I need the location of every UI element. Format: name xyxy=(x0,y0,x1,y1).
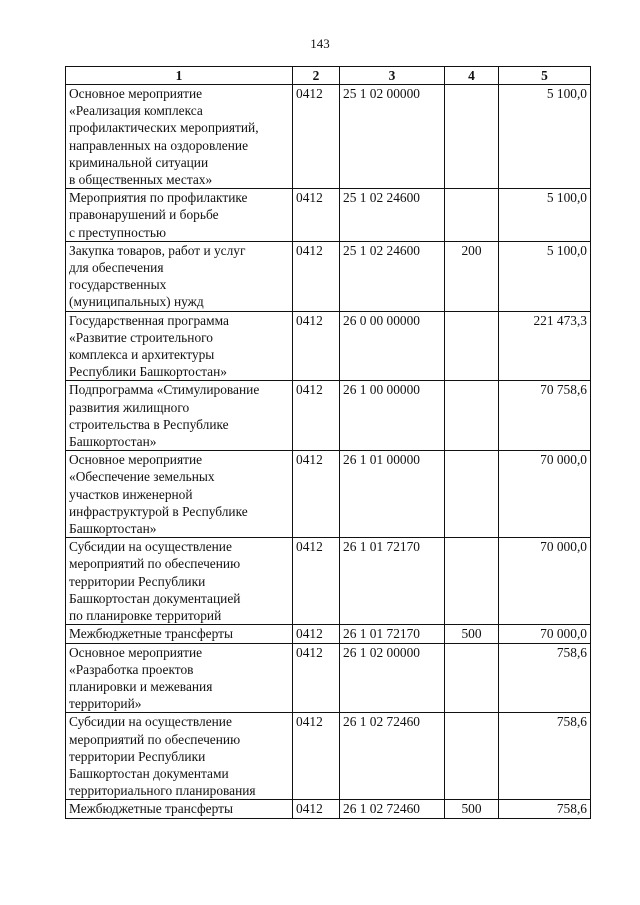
expense-name-cell xyxy=(66,311,293,381)
expense-type-cell xyxy=(445,311,499,381)
expense-name-line: Башкортостан» xyxy=(69,434,157,450)
expense-name-line: Закупка товаров, работ и услуг xyxy=(69,242,246,258)
expense-name-line: территорий» xyxy=(69,696,142,712)
amount-cell: 5 100,0 xyxy=(499,189,591,242)
expense-name-line: территориального планирования xyxy=(69,783,256,799)
expense-name-cell xyxy=(66,381,293,451)
section-code-cell: 0412 xyxy=(293,643,340,713)
expense-name-line: мероприятий по обеспечению xyxy=(69,556,241,572)
section-code-cell: 0412 xyxy=(293,800,340,818)
expense-name-line: государственных xyxy=(69,277,167,293)
table-row xyxy=(66,538,591,625)
page-number: 143 xyxy=(310,36,330,51)
expense-name-cell xyxy=(66,643,293,713)
target-article-cell: 25 1 02 24600 xyxy=(340,189,445,242)
expense-type-cell: 200 xyxy=(445,241,499,311)
expense-name-line: «Обеспечение земельных xyxy=(69,469,215,485)
expense-name-cell xyxy=(66,189,293,242)
expense-name-line: Межбюджетные трансферты xyxy=(69,801,233,817)
expense-name-cell xyxy=(66,241,293,311)
target-article-cell: 26 1 02 72460 xyxy=(340,713,445,800)
expense-name-line: по планировке территорий xyxy=(69,608,222,624)
expense-name-line: Башкортостан» xyxy=(69,521,157,537)
expense-name-line: комплекса и архитектуры xyxy=(69,347,215,363)
expense-type-cell xyxy=(445,451,499,538)
amount-cell: 758,6 xyxy=(499,643,591,713)
expense-name-line: Основное мероприятие xyxy=(69,644,203,660)
table-row xyxy=(66,241,591,311)
amount-cell: 70 000,0 xyxy=(499,625,591,643)
amount-cell: 70 000,0 xyxy=(499,538,591,625)
expense-type-cell xyxy=(445,643,499,713)
expense-type-cell xyxy=(445,538,499,625)
expense-name-cell xyxy=(66,451,293,538)
target-article-cell: 26 1 01 72170 xyxy=(340,625,445,643)
section-code-cell: 0412 xyxy=(293,381,340,451)
expense-name-line: Государственная программа xyxy=(69,312,229,328)
expense-name-line: профилактических мероприятий, xyxy=(69,120,259,136)
expense-name-line: Республики Башкортостан» xyxy=(69,364,227,380)
amount-cell: 221 473,3 xyxy=(499,311,591,381)
section-code-cell: 0412 xyxy=(293,538,340,625)
target-article-cell: 26 1 00 00000 xyxy=(340,381,445,451)
expense-type-cell xyxy=(445,381,499,451)
expense-name-line: планировки и межевания xyxy=(69,678,213,694)
table-row xyxy=(66,800,591,818)
amount-cell: 758,6 xyxy=(499,713,591,800)
column-header-3: 3 xyxy=(340,67,445,85)
expense-name-line: криминальной ситуации xyxy=(69,154,209,170)
expense-name-line: в общественных местах» xyxy=(69,172,213,188)
column-header-2: 2 xyxy=(293,67,340,85)
expense-name-line: строительства в Республике xyxy=(69,416,229,432)
expense-name-line: Субсидии на осуществление xyxy=(69,714,232,730)
expense-name-line: правонарушений и борьбе xyxy=(69,207,219,223)
expense-name-line: Подпрограмма «Стимулирование xyxy=(69,382,260,398)
amount-cell: 70 758,6 xyxy=(499,381,591,451)
expense-name-line: с преступностью xyxy=(69,224,167,240)
expense-name-line: Башкортостан документами xyxy=(69,765,229,781)
table-row xyxy=(66,625,591,643)
expense-name-cell xyxy=(66,625,293,643)
expense-name-cell xyxy=(66,538,293,625)
amount-cell: 758,6 xyxy=(499,800,591,818)
section-code-cell: 0412 xyxy=(293,713,340,800)
expense-name-line: участков инженерной xyxy=(69,486,193,502)
expense-name-cell xyxy=(66,713,293,800)
expense-name-line: территории Республики xyxy=(69,748,206,764)
expense-name-line: мероприятий по обеспечению xyxy=(69,731,241,747)
budget-table xyxy=(65,66,591,819)
amount-cell: 5 100,0 xyxy=(499,241,591,311)
expense-type-cell: 500 xyxy=(445,625,499,643)
expense-name-line: «Реализация комплекса xyxy=(69,103,203,119)
expense-type-cell xyxy=(445,713,499,800)
target-article-cell: 26 1 02 00000 xyxy=(340,643,445,713)
expense-name-line: Основное мероприятие xyxy=(69,452,203,468)
expense-name-line: «Разработка проектов xyxy=(69,661,194,677)
expense-name-line: Межбюджетные трансферты xyxy=(69,626,233,642)
table-row xyxy=(66,189,591,242)
expense-name-cell xyxy=(66,85,293,189)
expense-type-cell xyxy=(445,85,499,189)
expense-name-line: направленных на оздоровление xyxy=(69,137,249,153)
section-code-cell: 0412 xyxy=(293,625,340,643)
amount-cell: 5 100,0 xyxy=(499,85,591,189)
section-code-cell: 0412 xyxy=(293,311,340,381)
expense-name-line: территории Республики xyxy=(69,573,206,589)
section-code-cell: 0412 xyxy=(293,189,340,242)
expense-type-cell xyxy=(445,189,499,242)
target-article-cell: 25 1 02 00000 xyxy=(340,85,445,189)
expense-name-line: инфраструктурой в Республике xyxy=(69,503,248,519)
table-row xyxy=(66,85,591,189)
column-header-4: 4 xyxy=(445,67,499,85)
expense-name-line: для обеспечения xyxy=(69,260,164,276)
target-article-cell: 25 1 02 24600 xyxy=(340,241,445,311)
table-header-row xyxy=(66,67,591,85)
expense-name-line: «Развитие строительного xyxy=(69,329,213,345)
table-body xyxy=(66,85,591,819)
target-article-cell: 26 1 02 72460 xyxy=(340,800,445,818)
table-row xyxy=(66,311,591,381)
table-row xyxy=(66,451,591,538)
expense-name-line: Башкортостан документацией xyxy=(69,590,241,606)
table-row xyxy=(66,381,591,451)
target-article-cell: 26 1 01 00000 xyxy=(340,451,445,538)
target-article-cell: 26 1 01 72170 xyxy=(340,538,445,625)
column-header-1: 1 xyxy=(66,67,293,85)
column-header-5: 5 xyxy=(499,67,591,85)
section-code-cell: 0412 xyxy=(293,451,340,538)
expense-name-line: Основное мероприятие xyxy=(69,86,203,101)
table-row xyxy=(66,643,591,713)
expense-name-line: Мероприятия по профилактике xyxy=(69,190,248,206)
expense-name-line: (муниципальных) нужд xyxy=(69,294,204,310)
expense-name-line: Субсидии на осуществление xyxy=(69,539,232,555)
table-row xyxy=(66,713,591,800)
expense-name-line: развития жилищного xyxy=(69,399,190,415)
section-code-cell: 0412 xyxy=(293,241,340,311)
amount-cell: 70 000,0 xyxy=(499,451,591,538)
target-article-cell: 26 0 00 00000 xyxy=(340,311,445,381)
section-code-cell: 0412 xyxy=(293,85,340,189)
expense-type-cell: 500 xyxy=(445,800,499,818)
expense-name-cell xyxy=(66,800,293,818)
